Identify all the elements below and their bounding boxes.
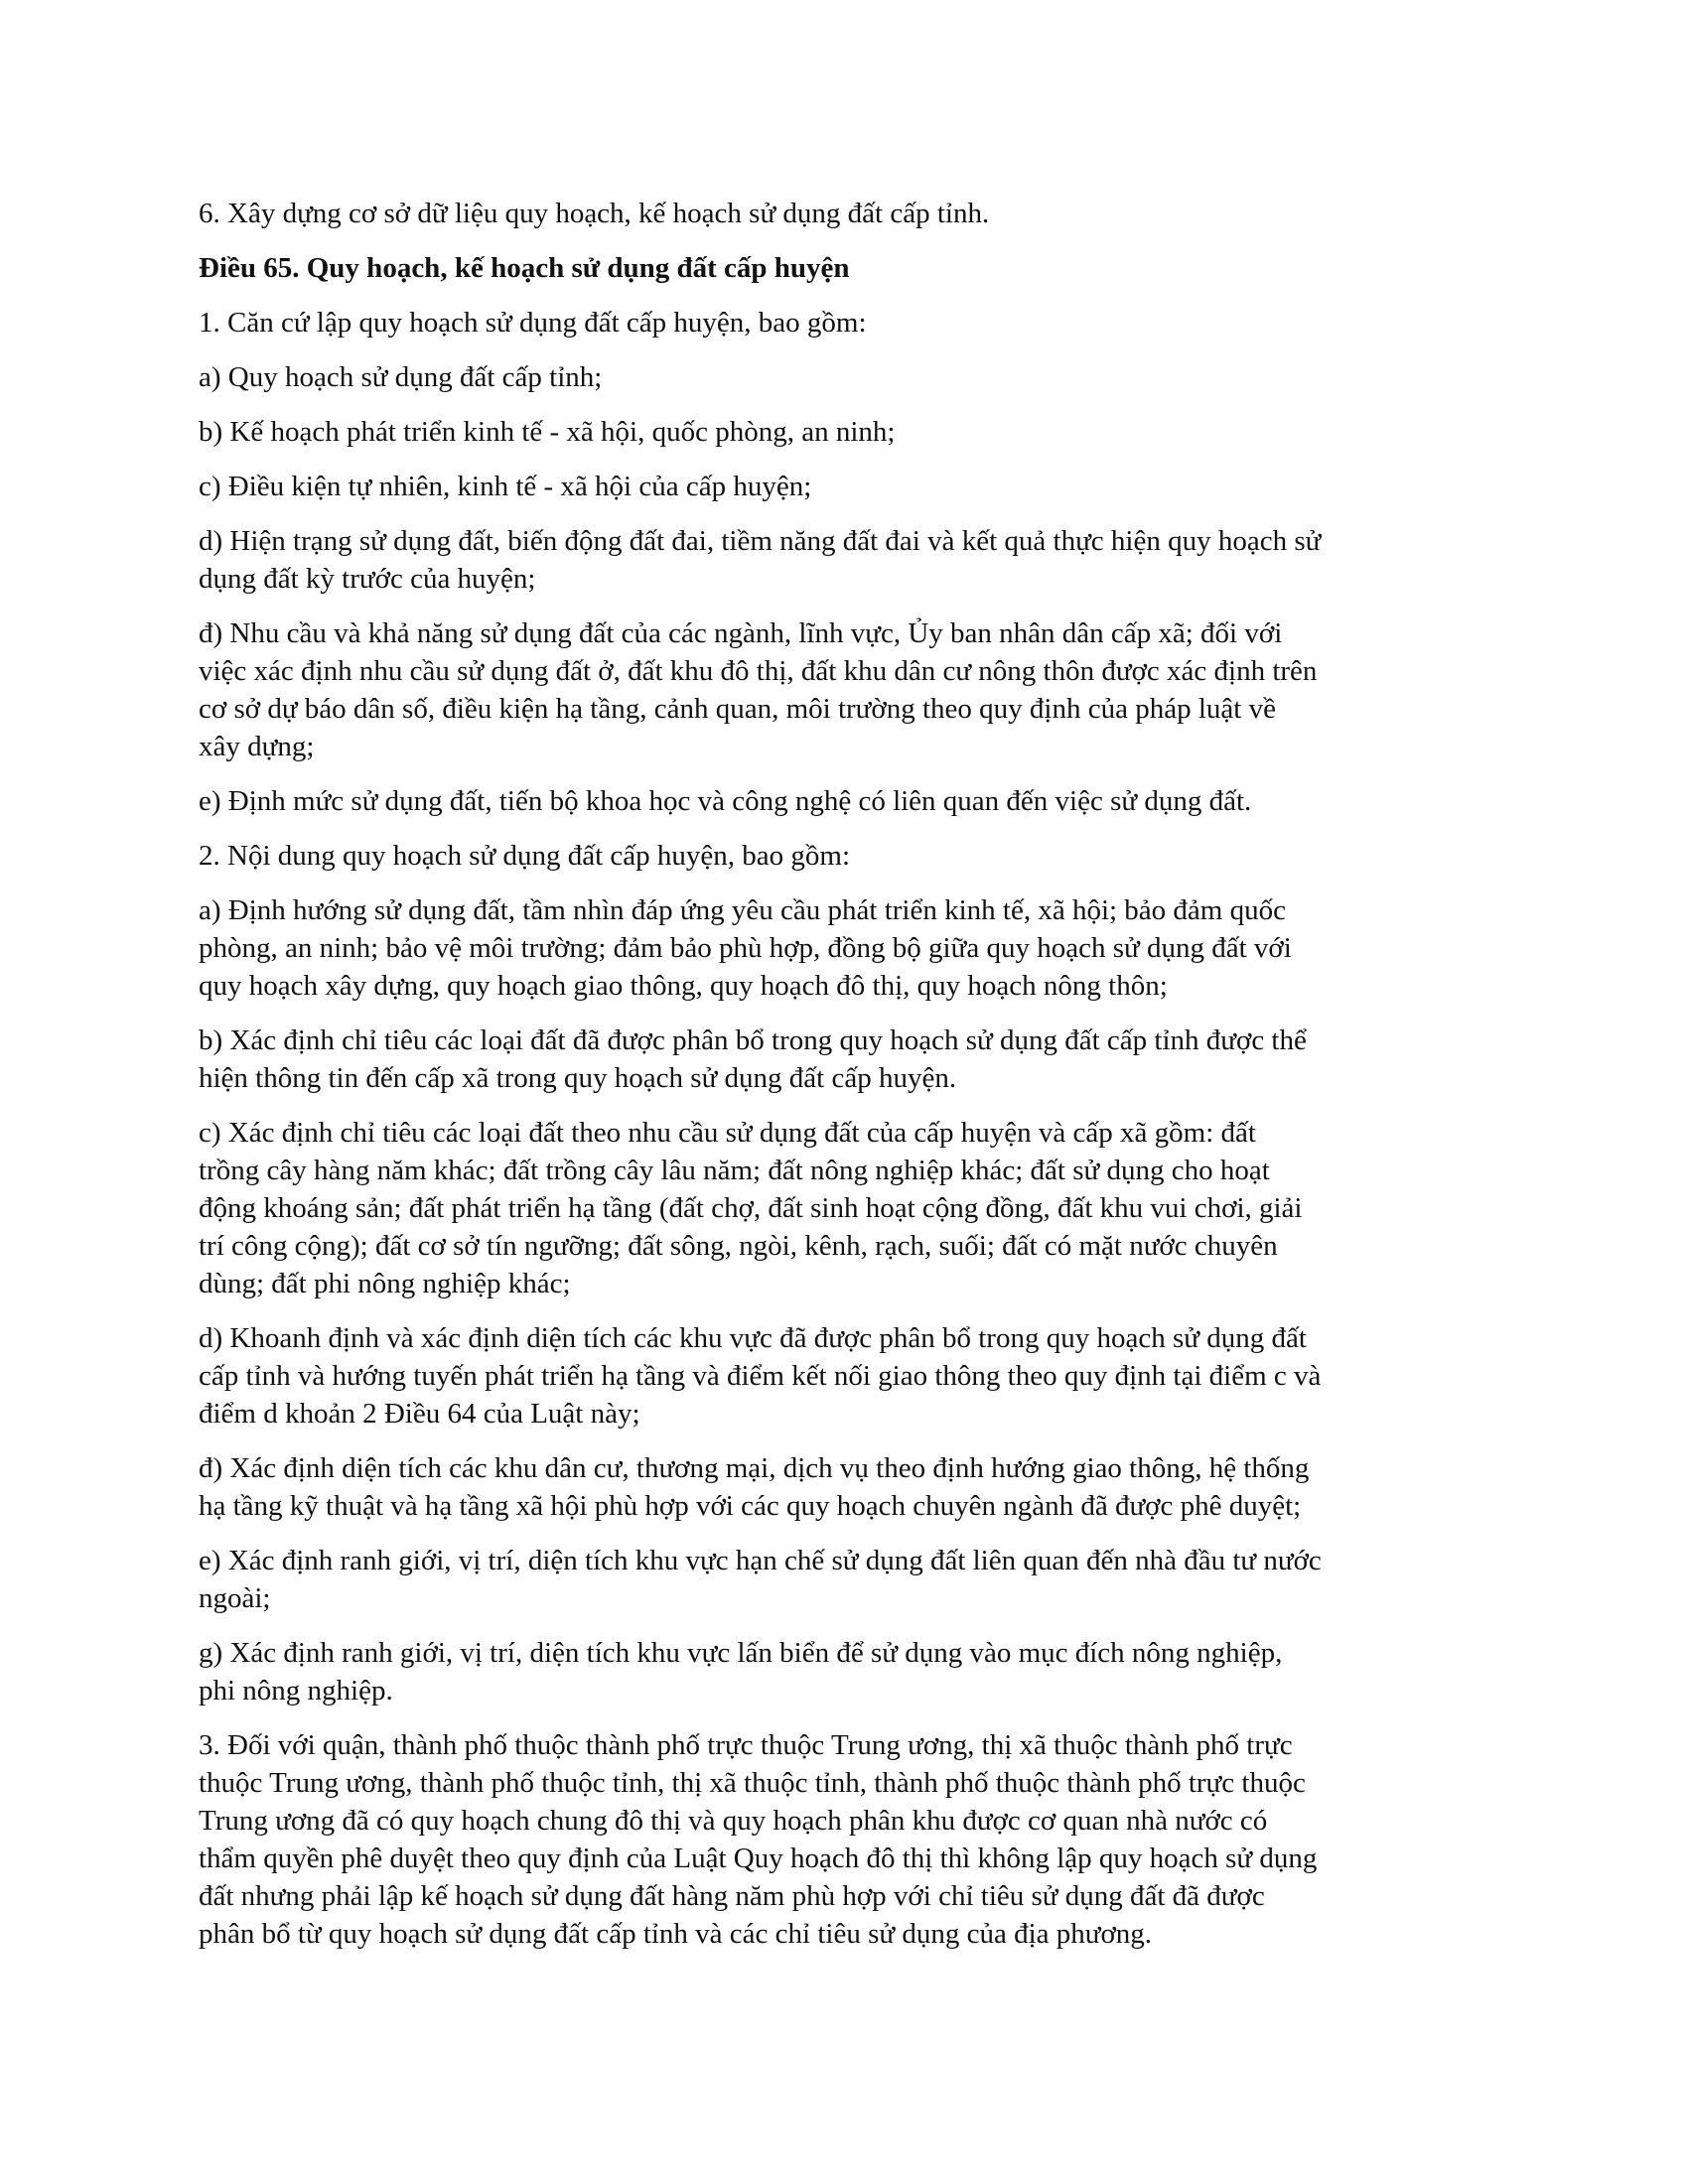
clause-2-item-b: b) Xác định chỉ tiêu các loại đất đã được phân bổ trong quy hoạch sử dụng đất cấp tỉnh được thể hiện thông tin đến cấp xã trong quy hoạch sử dụng đất cấp huyện. (199, 1024, 1307, 1094)
clause-2-item-c: c) Xác định chỉ tiêu các loại đất theo nhu cầu sử dụng đất của cấp huyện và cấp xã gồm: đất trồng cây hàng năm khác; đất trồng cây lâu năm; đất nông nghiệp khác; đất sử dụng cho hoạt động khoáng sản; đất phát triển hạ tầng (đất chợ, đất sinh hoạt cộng đồng, đất khu vui chơi, giải trí công cộng); đất cơ sở tín ngưỡng; đất sông, ngòi, kênh, rạch, suối; đất có mặt nước chuyên dùng; đất phi nông nghiệp khác; (199, 1117, 1303, 1299)
clause-2-item-dd: đ) Xác định diện tích các khu dân cư, thương mại, dịch vụ theo định hướng giao thông, hệ thống hạ tầng kỹ thuật và hạ tầng xã hội phù hợp với các quy hoạch chuyên ngành đã được phê duyệt; (199, 1452, 1310, 1522)
clause-2-item-a: a) Định hướng sử dụng đất, tầm nhìn đáp ứng yêu cầu phát triển kinh tế, xã hội; bảo đảm quốc phòng, an ninh; bảo vệ môi trường; đảm bảo phù hợp, đồng bộ giữa quy hoạch sử dụng đất với quy hoạch xây dựng, quy hoạch giao thông, quy hoạch đô thị, quy hoạch nông thôn; (199, 894, 1292, 1002)
clause-1-item-dd: đ) Nhu cầu và khả năng sử dụng đất của các ngành, lĩnh vực, Ủy ban nhân dân cấp xã; đối với việc xác định nhu cầu sử dụng đất ở, đất khu đô thị, đất khu dân cư nông thôn được xác định trên cơ sở dự báo dân số, điều kiện hạ tầng, cảnh quan, môi trường theo quy định của pháp luật về xây dựng; (199, 617, 1318, 762)
clause-2-item-d: d) Khoanh định và xác định diện tích các khu vực đã được phân bổ trong quy hoạch sử dụng đất cấp tỉnh và hướng tuyến phát triển hạ tầng và điểm kết nối giao thông theo quy định tại điểm c và điểm d khoản 2 Điều 64 của Luật này; (199, 1322, 1322, 1430)
clause-1-item-e: e) Định mức sử dụng đất, tiến bộ khoa học và công nghệ có liên quan đến việc sử dụng đất. (199, 785, 1252, 817)
intro-item: 6. Xây dựng cơ sở dữ liệu quy hoạch, kế hoạch sử dụng đất cấp tỉnh. (199, 198, 990, 229)
clause-1-title: 1. Căn cứ lập quy hoạch sử dụng đất cấp huyện, bao gồm: (199, 307, 867, 339)
clause-1-item-a: a) Quy hoạch sử dụng đất cấp tỉnh; (199, 361, 603, 393)
clause-2-title: 2. Nội dung quy hoạch sử dụng đất cấp huyện, bao gồm: (199, 840, 851, 872)
clause-1-item-b: b) Kế hoạch phát triển kinh tế - xã hội, quốc phòng, an ninh; (199, 416, 896, 448)
document-page (199, 195, 1499, 1970)
clause-2-item-e: e) Xác định ranh giới, vị trí, diện tích khu vực hạn chế sử dụng đất liên quan đến nhà đầu tư nước ngoài; (199, 1545, 1322, 1614)
clause-2-item-g: g) Xác định ranh giới, vị trí, diện tích khu vực lấn biển để sử dụng vào mục đích nông nghiệp, phi nông nghiệp. (199, 1637, 1283, 1706)
clause-1-item-d: d) Hiện trạng sử dụng đất, biến động đất đai, tiềm năng đất đai và kết quả thực hiện quy hoạch sử dụng đất kỳ trước của huyện; (199, 525, 1322, 595)
article-heading: Điều 65. Quy hoạch, kế hoạch sử dụng đất cấp huyện (199, 252, 850, 284)
clause-1-item-c: c) Điều kiện tự nhiên, kinh tế - xã hội của cấp huyện; (199, 471, 812, 502)
clause-3: 3. Đối với quận, thành phố thuộc thành phố trực thuộc Trung ương, thị xã thuộc thành phố trực thuộc Trung ương, thành phố thuộc tỉnh, thị xã thuộc tỉnh, thành phố thuộc thành phố trực thuộc Trung ương đã có quy hoạch chung đô thị và quy hoạch phân khu được cơ quan nhà nước có thẩm quyền phê duyệt theo quy định của Luật Quy hoạch đô thị thì không lập quy hoạch sử dụng đất nhưng phải lập kế hoạch sử dụng đất hàng năm phù hợp với chỉ tiêu sử dụng đất đã được phân bổ từ quy hoạch sử dụng đất cấp tỉnh và các chỉ tiêu sử dụng của địa phương. (199, 1729, 1318, 1950)
